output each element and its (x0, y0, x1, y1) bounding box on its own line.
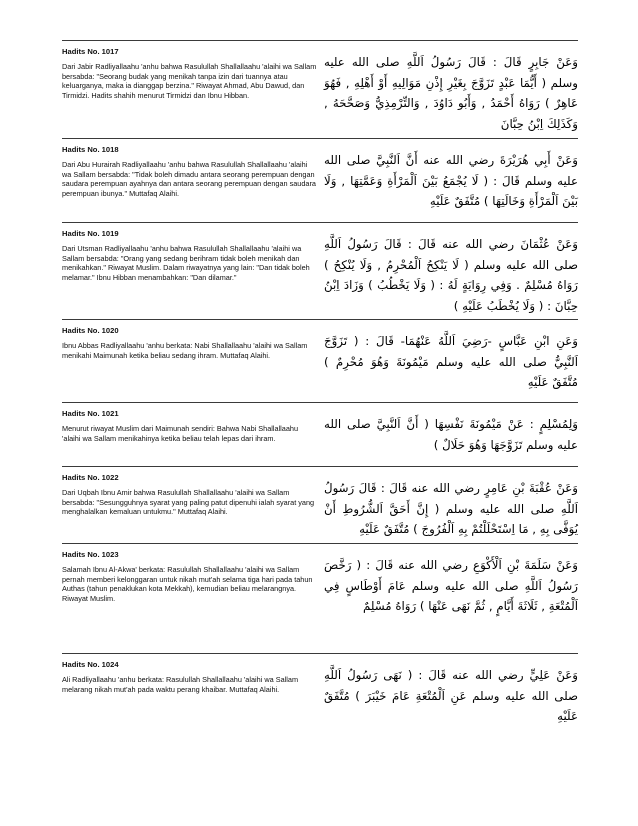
hadith-arabic-text: وَعَنْ أَبِي هُرَيْرَةَ رضي الله عنه أَنَّ اَلنَّبِيَّ صلى الله عليه وسلم قَالَ : ( لَا يُجْمَعُ بَيْنَ اَلْمَرْأَةِ وَعَمَّتِهَا , وَلَا بَيْنَ اَلْمَرْأَةِ وَخَالَتِهَا ) مُتَّفَقٌ عَلَيْهِ (324, 153, 578, 208)
hadith-translation: Salamah Ibnu Al-Akwa' berkata: Rasulullah Shallallaahu 'alaihi wa Sallam pernah memberi kelonggaran untuk nikah mut'ah selama tiga hari pada tahun Authas (tahun penaklukan kota Mekkah), kemudian beliau melarangnya. Riwayat Muslim. (62, 565, 313, 603)
hadith-translation: Ibnu Abbas Radliyallaahu 'anhu berkata: Nabi Shallallaahu 'alaihi wa Sallam menikahi Maimunah ketika beliau sedang ihram. Muttafaq Alaihi. (62, 341, 308, 360)
hadith-number: Hadits No. 1017 (62, 47, 119, 56)
hadith-arabic-text: وَعَنْ عُقْبَةَ بْنِ عَامِرٍ رضي الله عنه قَالَ : قَالَ رَسُولُ اَللَّهِ صلى الله عليه وسلم ( إِنَّ أَحَقَّ اَلشُّرُوطِ أَنْ يُوَفَّى بِهِ , مَا اِسْتَحْلَلْتُمْ بِهِ اَلْفُرُوجَ ) مُتَّفَقٌ عَلَيْهِ (324, 481, 578, 536)
hadith-arabic-text: وَعَنْ سَلَمَةَ بْنِ اَلْأَكْوَعِ رضي الله عنه قَالَ : ( رَخَّصَ رَسُولُ اَللَّهِ صلى الله عليه وسلم عَامَ أَوْطَاسٍ فِي اَلْمُتْعَةِ , ثَلَاثَةَ أَيَّامٍ , ثُمَّ نَهَى عَنْهَا ) رَوَاهُ مُسْلِمٌ (324, 558, 578, 613)
hadith-number: Hadits No. 1021 (62, 409, 119, 418)
hadith-number: Hadits No. 1020 (62, 326, 119, 335)
separator-line (62, 466, 578, 467)
hadith-arabic-text: وَعَنْ عَلِيٍّ رضي الله عنه قَالَ : ( نَهَى رَسُولُ اَللَّهِ صلى الله عليه وسلم عَنِ اَلْمُتْعَةِ عَامَ خَيْبَرَ ) مُتَّفَقٌ عَلَيْهِ (324, 668, 578, 723)
hadith-number: Hadits No. 1024 (62, 660, 119, 669)
hadith-translation: Dari Uqbah Ibnu Amir bahwa Rasulullah Shallallaahu 'alaihi wa Sallam bersabda: "Sesungguhnya syarat yang paling patut dipenuhi ialah syarat yang menghalalkan kemaluan untukmu." Muttafaq Alaihi. (62, 488, 315, 517)
hadith-number: Hadits No. 1019 (62, 229, 119, 238)
hadith-number: Hadits No. 1023 (62, 550, 119, 559)
hadith-arabic-text: وَعَنِ ابْنِ عَبَّاسٍ -رَضِيَ اَللَّهُ عَنْهُمَا- قَالَ : ( تَزَوَّجَ اَلنَّبِيُّ صلى الله عليه وسلم مَيْمُونَةَ وَهُوَ مُحْرِمٌ ) مُتَّفَقٌ عَلَيْهِ (324, 334, 578, 389)
separator-line (62, 653, 578, 654)
separator-line (62, 319, 578, 320)
hadith-translation: Dari Jabir Radliyallaahu 'anhu bahwa Rasulullah Shallallaahu 'alaihi wa Sallam bersabda: "Seorang budak yang menikah tanpa izin dari tuannya atau keluarganya, maka ia dianggap berzina." Riwayat Ahmad, Abu Dawud, dan Tirmidzi. Hadits shahih menurut Tirmidzi dan Ibnu Hibban. (62, 62, 317, 100)
separator-line (62, 138, 578, 139)
separator-line (62, 402, 578, 403)
separator-line (62, 222, 578, 223)
hadith-arabic-text: وَعَنْ عُثْمَانَ رضي الله عنه قَالَ : قَالَ رَسُولُ اَللَّهِ صلى الله عليه وسلم ( لَا يَنْكِحُ اَلْمُحْرِمُ , وَلَا يُنْكِحُ ) رَوَاهُ مُسْلِمٌ . وَفِي رِوَايَةٍ لَهُ : ( وَلَا يَخْطُبُ ) وَزَادَ اِبْنُ حِبَّانَ : ( وَلَا يُخْطَبُ عَلَيْهِ ) (324, 237, 578, 313)
hadith-arabic-text: وَعَنْ جَابِرٍ قَالَ : قَالَ رَسُولُ اَللَّهِ صلى الله عليه وسلم ( أَيُّمَا عَبْدٍ تَزَوَّجَ بِغَيْرِ إِذْنِ مَوَالِيهِ أَوْ أَهْلِهِ , فَهُوَ عَاهِرٌ ) رَوَاهُ أَحْمَدُ , وَأَبُو دَاوُدَ , وَالتِّرْمِذِيُّ وَصَحَّحَهُ , وَكَذَلِكَ اِبْنُ حِبَّانَ (324, 55, 578, 131)
hadith-translation: Menurut riwayat Muslim dari Maimunah sendiri: Bahwa Nabi Shallallaahu 'alaihi wa Sallam menikahinya ketika beliau telah lepas dari ihram. (62, 424, 299, 443)
hadith-number: Hadits No. 1022 (62, 473, 119, 482)
hadith-translation: Dari Abu Hurairah Radliyallaahu 'anhu bahwa Rasulullah Shallallaahu 'alaihi wa Sallam bersabda: "Tidak boleh dimadu antara seorang perempuan dengan saudara perempuan ayahnya dan antara seorang perempuan dengan saudara perempuan ibunya." Muttafaq Alaihi. (62, 160, 316, 198)
hadith-arabic-text: وَلِمُسْلِمٍ : عَنْ مَيْمُونَةَ نَفْسِهَا ( أَنَّ اَلنَّبِيَّ صلى الله عليه وسلم تَزَوَّجَهَا وَهُوَ حَلَالٌ ) (324, 417, 578, 452)
hadith-translation: Ali Radliyallaahu 'anhu berkata: Rasulullah Shallallaahu 'alaihi wa Sallam melarang nikah mut'ah pada waktu perang khaibar. Muttafaq Alaihi. (62, 675, 299, 694)
hadith-translation: Dari Utsman Radliyallaahu 'anhu bahwa Rasulullah Shallallaahu 'alaihi wa Sallam bersabda: "Orang yang sedang berihram tidak boleh menikah dan menikahkan." Riwayat Muslim. Dalam riwayatnya yang lain: "Dan tidak boleh melamar." Ibnu Hibban menambahkan: "Dan dilamar." (62, 244, 310, 282)
hadith-number: Hadits No. 1018 (62, 145, 119, 154)
separator-line (62, 543, 578, 544)
separator-line (62, 40, 578, 41)
